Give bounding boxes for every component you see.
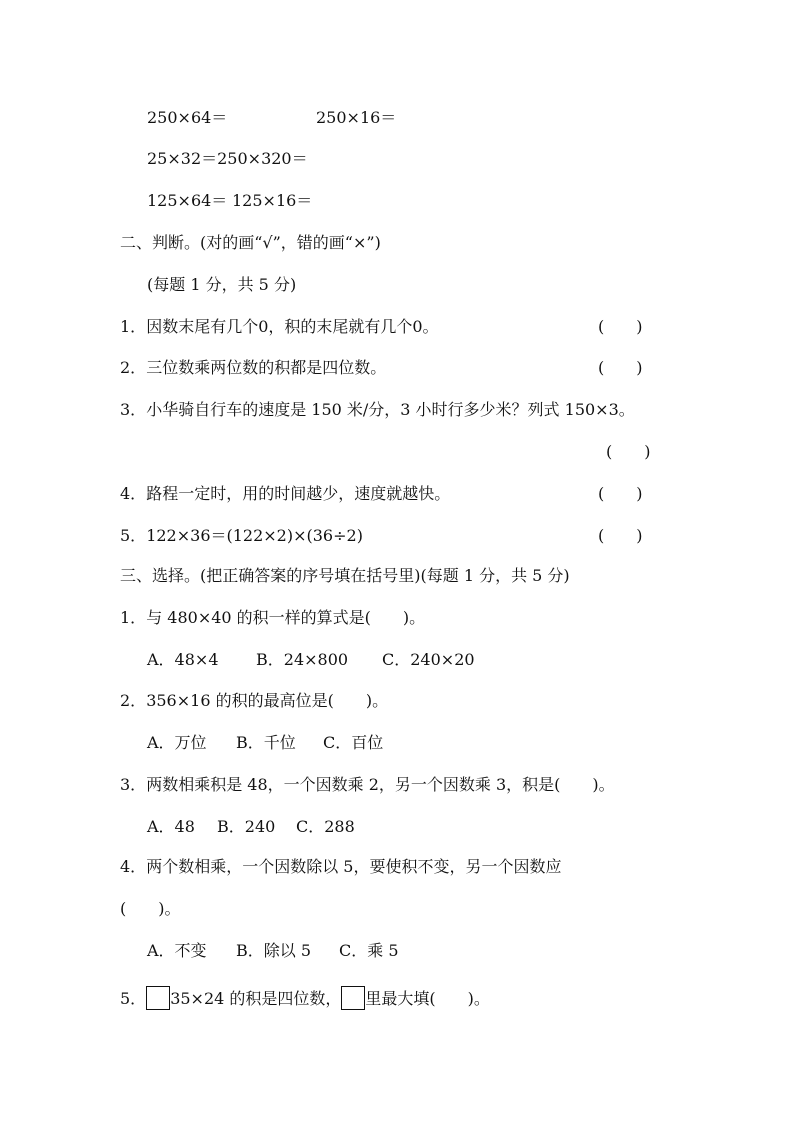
judge-item-5 <box>120 526 363 546</box>
judge-score: (每题 1 分，共 5 分) <box>147 275 297 294</box>
judge-heading: 二、判断。(对的画“√”，错的画“×”) <box>120 233 381 252</box>
judge-item-2 <box>120 358 386 378</box>
choice-q4-option-a: A．不变 <box>147 941 207 960</box>
calc-250x64: 250×64＝ <box>147 108 228 127</box>
choice-question-5 <box>120 986 490 1010</box>
choice-question-number: 3． <box>120 775 147 794</box>
judge-answer-blank-4[interactable]: ( ) <box>598 484 643 503</box>
choice-question-1 <box>120 608 425 628</box>
choice-heading: 三、选择。(把正确答案的序号填在括号里)(每题 1 分，共 5 分) <box>120 566 570 585</box>
blank-square[interactable] <box>146 986 170 1010</box>
judge-item-text: 三位数乘两位数的积都是四位数。 <box>146 358 387 377</box>
judge-item-number: 5． <box>120 526 147 545</box>
choice-q4-answer-blank[interactable]: ( )。 <box>120 899 181 918</box>
judge-item-text: 122×36＝(122×2)×(36÷2) <box>146 526 363 545</box>
choice-question-text: 两个数相乘，一个因数除以 5，要使积不变，另一个因数应 <box>146 857 562 876</box>
judge-answer-blank-5[interactable]: ( ) <box>598 526 643 545</box>
choice-question-text: 里最大填( )。 <box>365 989 490 1008</box>
choice-q2-option-c: C．百位 <box>323 733 384 752</box>
blank-square[interactable] <box>341 986 365 1010</box>
choice-question-text: 与 480×40 的积一样的算式是( )。 <box>146 608 426 627</box>
choice-question-4 <box>120 857 561 877</box>
choice-question-number: 4． <box>120 857 147 876</box>
choice-question-number: 5． <box>120 989 147 1008</box>
calc-125x64: 125×64＝ <box>147 191 228 210</box>
judge-item-3 <box>120 400 635 420</box>
choice-q2-option-b: B．千位 <box>236 733 296 752</box>
choice-q1-option-c: C．240×20 <box>382 650 475 669</box>
judge-answer-blank-2[interactable]: ( ) <box>598 358 643 377</box>
judge-item-number: 2． <box>120 358 147 377</box>
calc-125x16: 125×16＝ <box>232 191 313 210</box>
judge-item-number: 4． <box>120 484 147 503</box>
judge-item-number: 1． <box>120 317 147 336</box>
judge-item-4 <box>120 484 450 504</box>
judge-answer-blank-1[interactable]: ( ) <box>598 317 643 336</box>
choice-q3-option-a: A．48 <box>147 817 195 836</box>
choice-q3-option-b: B．240 <box>217 817 276 836</box>
choice-q3-option-c: C．288 <box>296 817 355 836</box>
choice-q4-option-c: C．乘 5 <box>339 941 399 960</box>
choice-question-number: 1． <box>120 608 147 627</box>
choice-question-number: 2． <box>120 691 147 710</box>
choice-q1-option-b: B．24×800 <box>256 650 349 669</box>
choice-question-2 <box>120 691 388 711</box>
choice-question-text: 356×16 的积的最高位是( )。 <box>146 691 389 710</box>
choice-question-3 <box>120 775 615 795</box>
judge-item-text: 因数末尾有几个0，积的末尾就有几个0。 <box>146 317 439 336</box>
judge-answer-blank-3[interactable]: ( ) <box>606 442 651 461</box>
judge-item-text: 路程一定时，用的时间越少，速度就越快。 <box>146 484 451 503</box>
choice-q4-option-b: B．除以 5 <box>236 941 312 960</box>
calc-250x16: 250×16＝ <box>316 108 397 127</box>
choice-question-text: 35×24 的积是四位数， <box>170 989 342 1008</box>
choice-q1-option-a: A．48×4 <box>147 650 219 669</box>
choice-question-text: 两数相乘积是 48，一个因数乘 2，另一个因数乘 3，积是( )。 <box>146 775 615 794</box>
judge-item-text: 小华骑自行车的速度是 150 米/分，3 小时行多少米？列式 150×3。 <box>146 400 635 419</box>
judge-item-number: 3． <box>120 400 147 419</box>
choice-q2-option-a: A．万位 <box>147 733 207 752</box>
judge-item-1 <box>120 317 439 337</box>
calc-25x32: 25×32＝250×320＝ <box>147 149 308 168</box>
